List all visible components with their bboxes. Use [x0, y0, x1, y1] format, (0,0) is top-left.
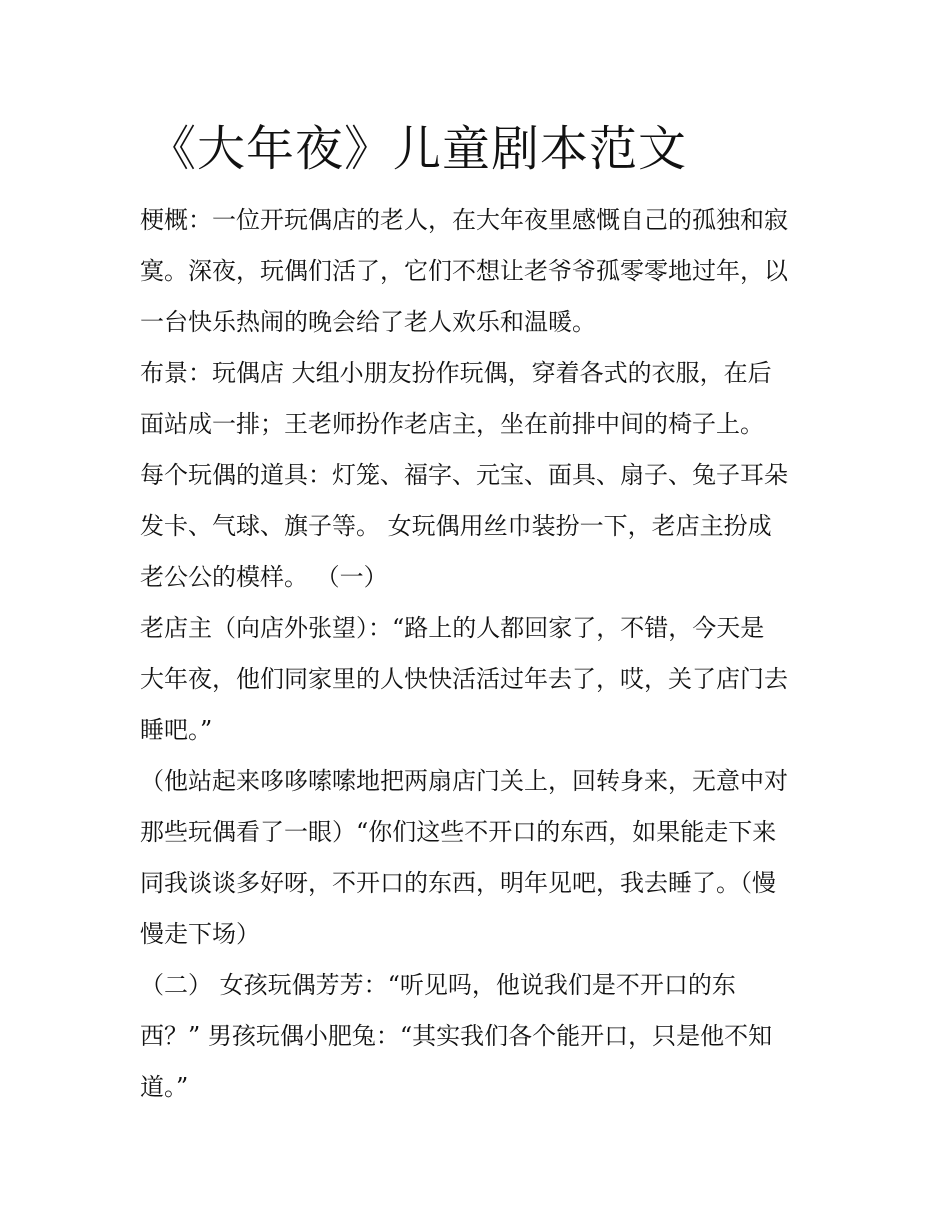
text-line: 睡吧。” — [140, 716, 213, 744]
text-line: 一台快乐热闹的晚会给了老人欢乐和温暖。 — [140, 308, 596, 336]
text-line: 同我谈谈多好呀，不开口的东西，明年见吧，我去睡了。（慢 — [140, 869, 776, 897]
text-line: 老公公的模样。 （一） — [140, 563, 388, 591]
paragraph-dialogue-shopkeeper — [140, 603, 820, 756]
paragraph-scene-two — [140, 960, 820, 1113]
text-line: 面站成一排；王老师扮作老店主，坐在前排中间的椅子上。 — [140, 410, 764, 438]
page-title: 《大年夜》儿童剧本范文 — [148, 121, 688, 177]
text-line: 西？” 男孩玩偶小肥兔：“其实我们各个能开口，只是他不知 — [140, 1022, 773, 1050]
document-body — [140, 195, 820, 1113]
paragraph-setting — [140, 348, 820, 450]
text-line: 大年夜，他们同家里的人快快活活过年去了，哎，关了店门去 — [140, 665, 788, 693]
paragraph-props — [140, 450, 820, 603]
text-line: （二） 女孩玩偶芳芳：“听见吗，他说我们是不开口的东 — [140, 971, 736, 999]
paragraph-stage-direction — [140, 756, 820, 960]
text-line: 道。” — [140, 1073, 189, 1101]
text-line: 每个玩偶的道具：灯笼、福字、元宝、面具、扇子、兔子耳朵 — [140, 461, 788, 489]
text-line: 发卡、气球、旗子等。 女玩偶用丝巾装扮一下，老店主扮成 — [140, 512, 772, 540]
text-line: 寞。深夜，玩偶们活了，它们不想让老爷爷孤零零地过年，以 — [140, 257, 788, 285]
text-line: 那些玩偶看了一眼）“你们这些不开口的东西，如果能走下来 — [140, 818, 777, 846]
paragraph-synopsis — [140, 195, 820, 348]
text-line: 布景：玩偶店 大组小朋友扮作玩偶，穿着各式的衣服，在后 — [140, 359, 772, 387]
text-line: （他站起来哆哆嗦嗦地把两扇店门关上，回转身来，无意中对 — [140, 767, 788, 795]
text-line: 老店主（向店外张望）：“路上的人都回家了，不错，今天是 — [140, 614, 765, 642]
text-line: 梗概：一位开玩偶店的老人，在大年夜里感慨自己的孤独和寂 — [140, 206, 788, 234]
text-line: 慢走下场） — [140, 920, 260, 948]
